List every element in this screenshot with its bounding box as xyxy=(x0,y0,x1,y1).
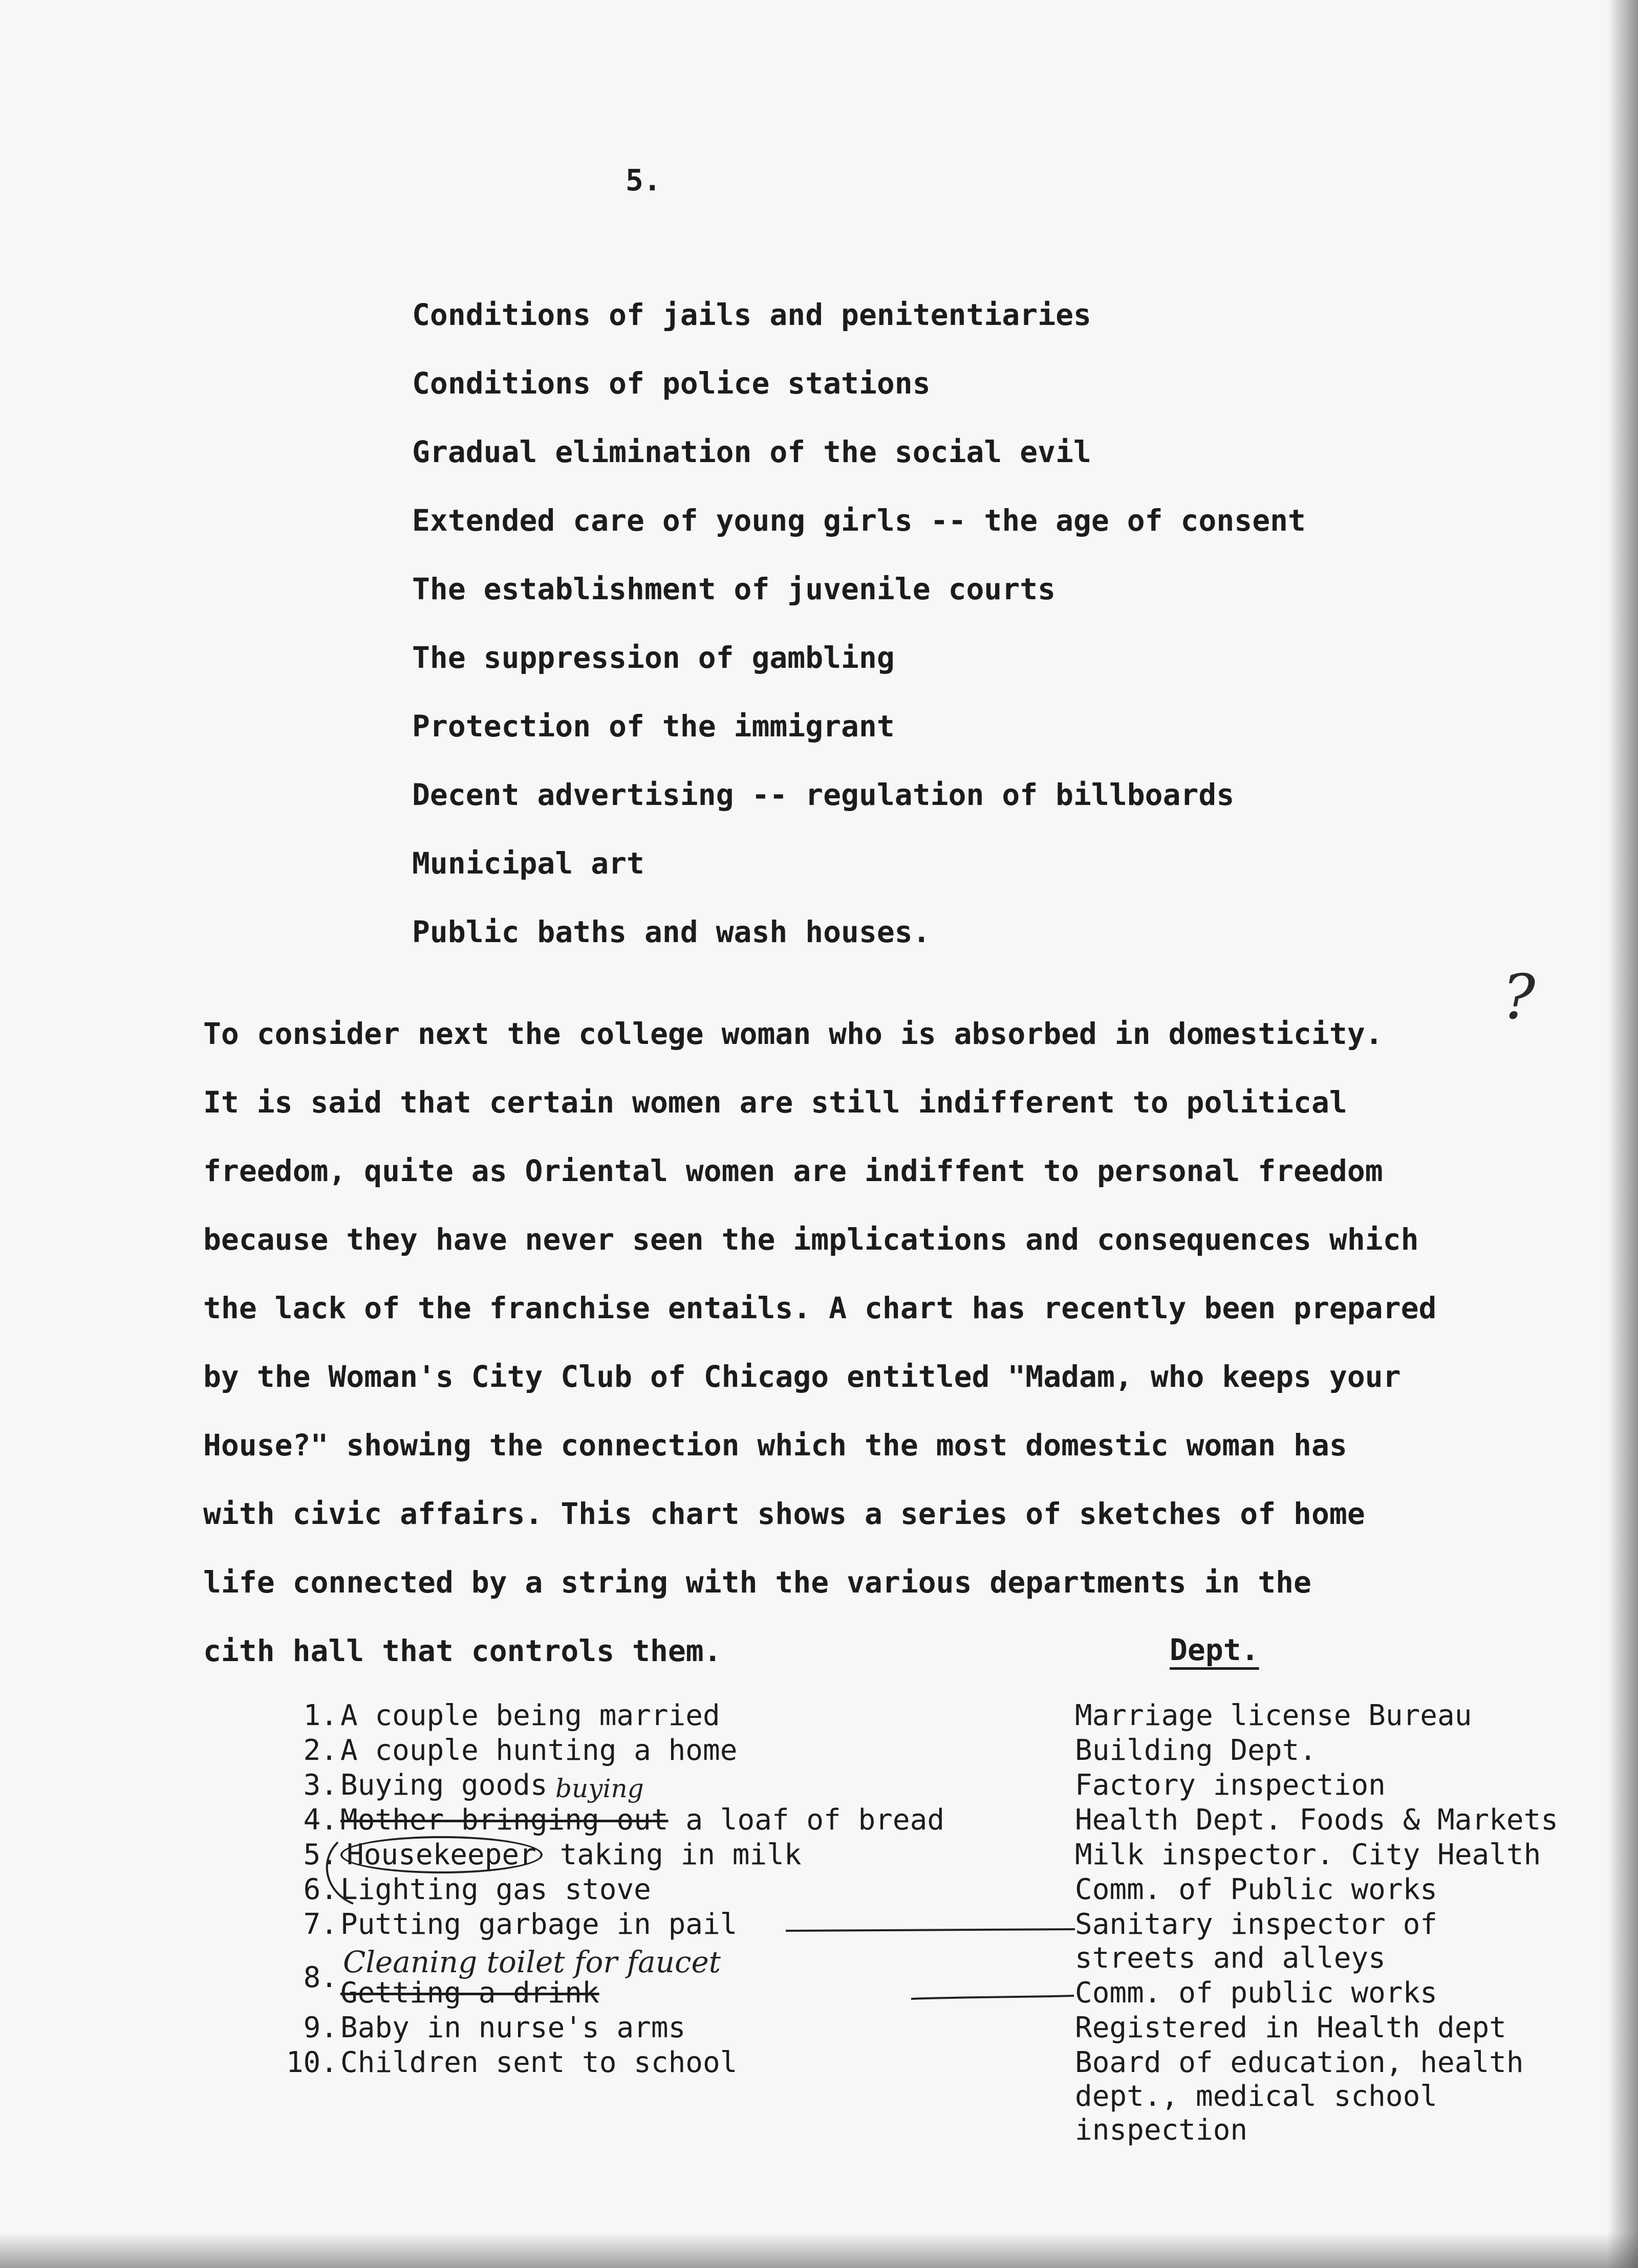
item-dept: Sanitary inspector of xyxy=(1075,1908,1438,1941)
circled-word: Housekeeper xyxy=(340,1836,543,1873)
dept-column-header: Dept. xyxy=(1170,1632,1259,1667)
item-dept: Building Dept. xyxy=(1075,1734,1317,1767)
item-dept: Marriage license Bureau xyxy=(1075,1699,1472,1732)
paragraph-line: To consider next the college woman who is absorbed in domesticity. xyxy=(203,1016,1383,1051)
topic-item: Extended care of young girls -- the age of consent xyxy=(412,503,1306,538)
topic-item: Public baths and wash houses. xyxy=(412,914,931,949)
item-text: Putting garbage in pail xyxy=(340,1908,738,1941)
handwritten-insertion: buying xyxy=(555,1774,644,1803)
item-number: 8. xyxy=(303,1961,338,1994)
string-line-item-8 xyxy=(911,1996,1074,1999)
paragraph-line: House?" showing the connection which the most domestic woman has xyxy=(203,1428,1347,1463)
item-text-remainder: a loaf of bread xyxy=(685,1803,945,1837)
item-dept: Board of education, health xyxy=(1075,2046,1524,2079)
paragraph-line: by the Woman's City Club of Chicago entitled "Madam, who keeps your xyxy=(203,1359,1401,1394)
paragraph-line: cith hall that controls them. xyxy=(203,1633,722,1668)
topic-item: The suppression of gambling xyxy=(412,640,895,675)
item-text: Buying goods xyxy=(340,1769,548,1802)
page-number: 5. xyxy=(626,163,661,198)
item-text: A couple being married xyxy=(340,1699,720,1732)
string-line-item-7 xyxy=(786,1929,1075,1931)
item-text-remainder: taking in milk xyxy=(559,1838,802,1871)
item-number: 1. xyxy=(303,1699,338,1732)
topic-item: Conditions of police stations xyxy=(412,366,931,401)
item-dept-continued: streets and alleys xyxy=(1075,1942,1386,1975)
handwritten-insertion: Cleaning toilet for faucet xyxy=(343,1945,721,1979)
item-number: 4. xyxy=(303,1803,338,1837)
item-text: A couple hunting a home xyxy=(340,1734,738,1767)
item-dept-continued: dept., medical school xyxy=(1075,2080,1438,2113)
struck-text: Mother bringing out xyxy=(340,1803,669,1837)
item-number: 7. xyxy=(303,1908,338,1941)
item-number: 3. xyxy=(303,1769,338,1802)
paragraph-line: because they have never seen the implications and consequences which xyxy=(203,1222,1419,1257)
item-dept-continued: inspection xyxy=(1075,2113,1248,2147)
item-number: 10. xyxy=(286,2046,338,2079)
item-dept: Comm. of public works xyxy=(1075,1976,1438,2010)
paragraph-line: freedom, quite as Oriental women are indiffent to personal freedom xyxy=(203,1153,1383,1188)
item-text: Baby in nurse's arms xyxy=(340,2011,686,2044)
topic-item: Decent advertising -- regulation of billboards xyxy=(412,777,1235,812)
paragraph-line: It is said that certain women are still indifferent to political xyxy=(203,1085,1347,1120)
topic-item: The establishment of juvenile courts xyxy=(412,572,1056,606)
topic-item: Gradual elimination of the social evil xyxy=(412,434,1091,469)
item-number: 5. xyxy=(303,1838,338,1871)
topic-item: Protection of the immigrant xyxy=(412,709,895,744)
paragraph-line: life connected by a string with the various departments in the xyxy=(203,1565,1311,1600)
item-number: 9. xyxy=(303,2011,338,2044)
item-dept: Factory inspection xyxy=(1075,1769,1386,1802)
item-dept: Registered in Health dept xyxy=(1075,2011,1506,2044)
paragraph-line: with civic affairs. This chart shows a series of sketches of home xyxy=(203,1496,1365,1531)
item-text: Lighting gas stove xyxy=(340,1873,651,1906)
struck-text: Getting a drink xyxy=(340,1976,599,2010)
topic-item: Conditions of jails and penitentiaries xyxy=(412,297,1091,332)
pencil-bracket xyxy=(327,1842,353,1904)
item-number: 6. xyxy=(303,1873,338,1906)
item-number: 2. xyxy=(303,1734,338,1767)
handwritten-margin-note: ? xyxy=(1502,962,1536,1033)
item-text: Children sent to school xyxy=(340,2046,738,2079)
item-dept: Milk inspector. City Health xyxy=(1075,1838,1541,1871)
paragraph-line: the lack of the franchise entails. A chart has recently been prepared xyxy=(203,1291,1437,1325)
item-dept: Comm. of Public works xyxy=(1075,1873,1438,1906)
item-dept: Health Dept. Foods & Markets xyxy=(1075,1803,1559,1837)
topic-item: Municipal art xyxy=(412,846,644,881)
